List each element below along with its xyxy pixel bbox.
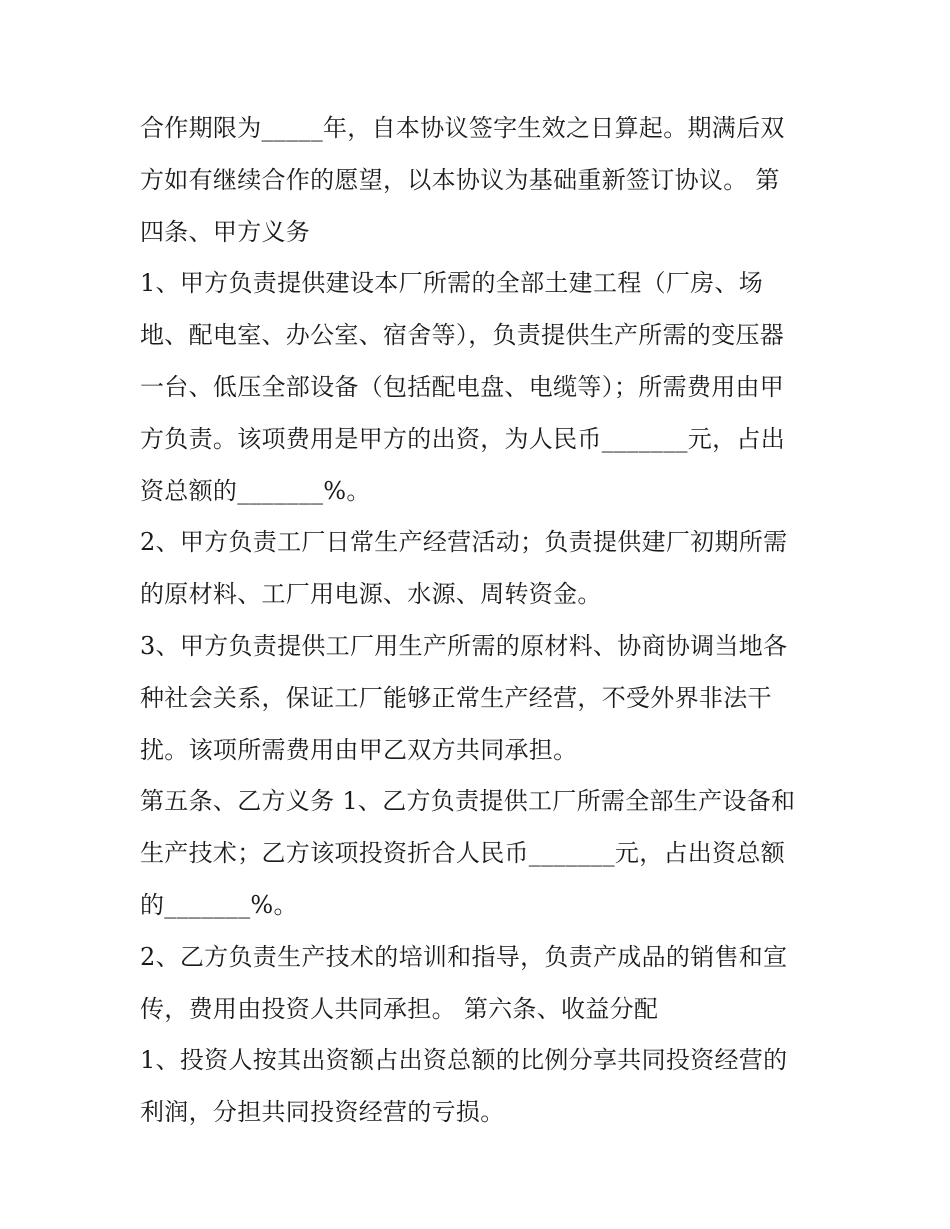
- text-line: 方如有继续合作的愿望，以本协议为基础重新签订协议。 第: [140, 165, 780, 194]
- text-line: 利润，分担共同投资经营的亏损。: [140, 1098, 505, 1127]
- text-line: 的_______%。: [140, 890, 298, 919]
- text-line: 第五条、乙方义务 1、乙方负责提供工厂所需全部生产设备和: [140, 787, 796, 816]
- text-line: 2、甲方负责工厂日常生产经营活动；负责提供建厂初期所需: [140, 528, 788, 557]
- text-line: 的原材料、工厂用电源、水源、周转资金。: [140, 580, 602, 609]
- text-line: 地、配电室、办公室、宿舍等），负责提供生产所需的变压器: [140, 321, 785, 350]
- text-line: 1、甲方负责提供建设本厂所需的全部土建工程（厂房、场: [140, 269, 764, 298]
- text-line: 种社会关系，保证工厂能够正常生产经营，不受外界非法干: [140, 683, 772, 712]
- text-line: 2、乙方负责生产技术的培训和指导，负责产成品的销售和宣: [140, 942, 788, 971]
- text-line: 生产技术；乙方该项投资折合人民币_______元，占出资总额: [140, 839, 785, 868]
- text-line: 方负责。该项费用是甲方的出资，为人民币_______元，占出: [140, 424, 785, 453]
- document-body: [140, 103, 820, 1139]
- text-line: 合作期限为_____年，自本协议签字生效之日算起。期满后双: [140, 114, 785, 142]
- text-line: 1、投资人按其出资额占出资总额的比例分享共同投资经营的: [140, 1046, 788, 1075]
- section-heading-line: 四条、甲方义务: [140, 217, 311, 246]
- text-line: 资总额的_______%。: [140, 476, 371, 505]
- text-line: 一台、低压全部设备（包括配电盘、电缆等）；所需费用由甲: [140, 372, 785, 401]
- text-line: 3、甲方负责提供工厂用生产所需的原材料、协商协调当地各: [140, 631, 788, 660]
- text-line: 传，费用由投资人共同承担。 第六条、收益分配: [140, 994, 659, 1023]
- text-line: 扰。该项所需费用由甲乙双方共同承担。: [140, 735, 578, 764]
